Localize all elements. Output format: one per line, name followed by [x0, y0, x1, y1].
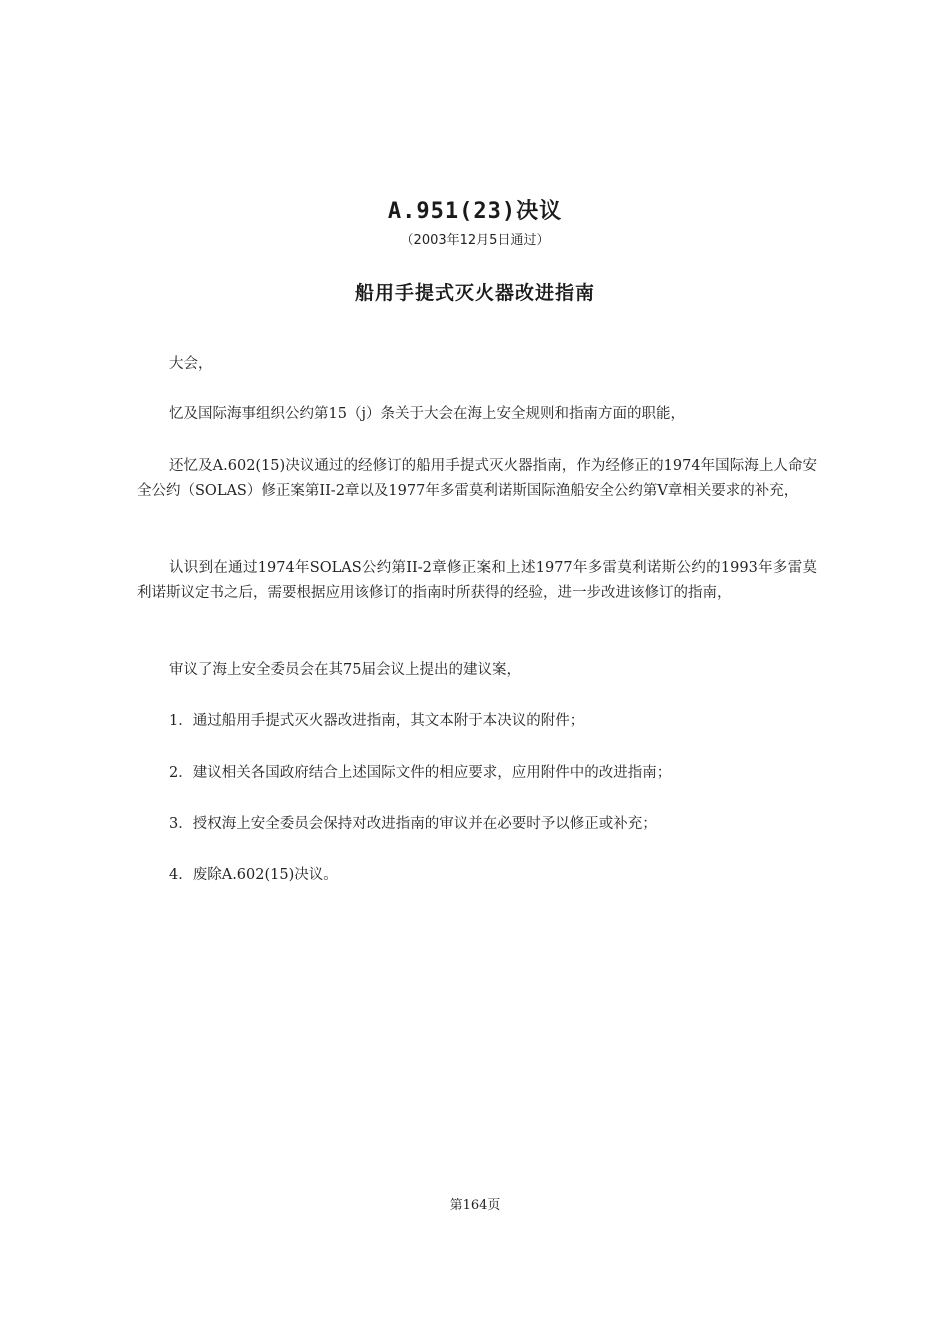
paragraph-assembly: 大会， — [169, 356, 213, 372]
resolution-title: A.951(23)决议 — [387, 199, 563, 224]
list-item-4: 4．废除A.602(15)决议。 — [169, 867, 338, 883]
document-heading: 船用手提式灭火器改进指南 — [354, 282, 595, 304]
paragraph-considered: 审议了海上安全委员会在其75届会议上提出的建议案， — [169, 662, 521, 678]
paragraph-also-recalling: 还忆及A.602(15)决议通过的经修订的船用手提式灭火器指南，作为经修正的1974年国际海上人命安全公约（SOLAS）修正案第II-2章以及1977年多雷莫利诺斯国际渔船安全公约第V章相关要求的补充， — [137, 458, 817, 499]
list-item-3: 3．授权海上安全委员会保持对改进指南的审议并在必要时予以修正或补充； — [169, 816, 657, 832]
paragraph-recognizing: 认识到在通过1974年SOLAS公约第II-2章修正案和上述1977年多雷莫利诺斯公约的1993年多雷莫利诺斯议定书之后，需要根据应用该修订的指南时所获得的经验，进一步改进该修订的指南， — [137, 560, 817, 601]
adoption-date: （2003年12月5日通过） — [400, 233, 550, 248]
page-number: 第164页 — [449, 1198, 501, 1213]
list-item-1: 1．通过船用手提式灭火器改进指南，其文本附于本决议的附件； — [169, 713, 585, 729]
paragraph-recalling: 忆及国际海事组织公约第15（j）条关于大会在海上安全规则和指南方面的职能， — [169, 406, 685, 422]
list-item-2: 2．建议相关各国政府结合上述国际文件的相应要求，应用附件中的改进指南； — [169, 765, 672, 781]
